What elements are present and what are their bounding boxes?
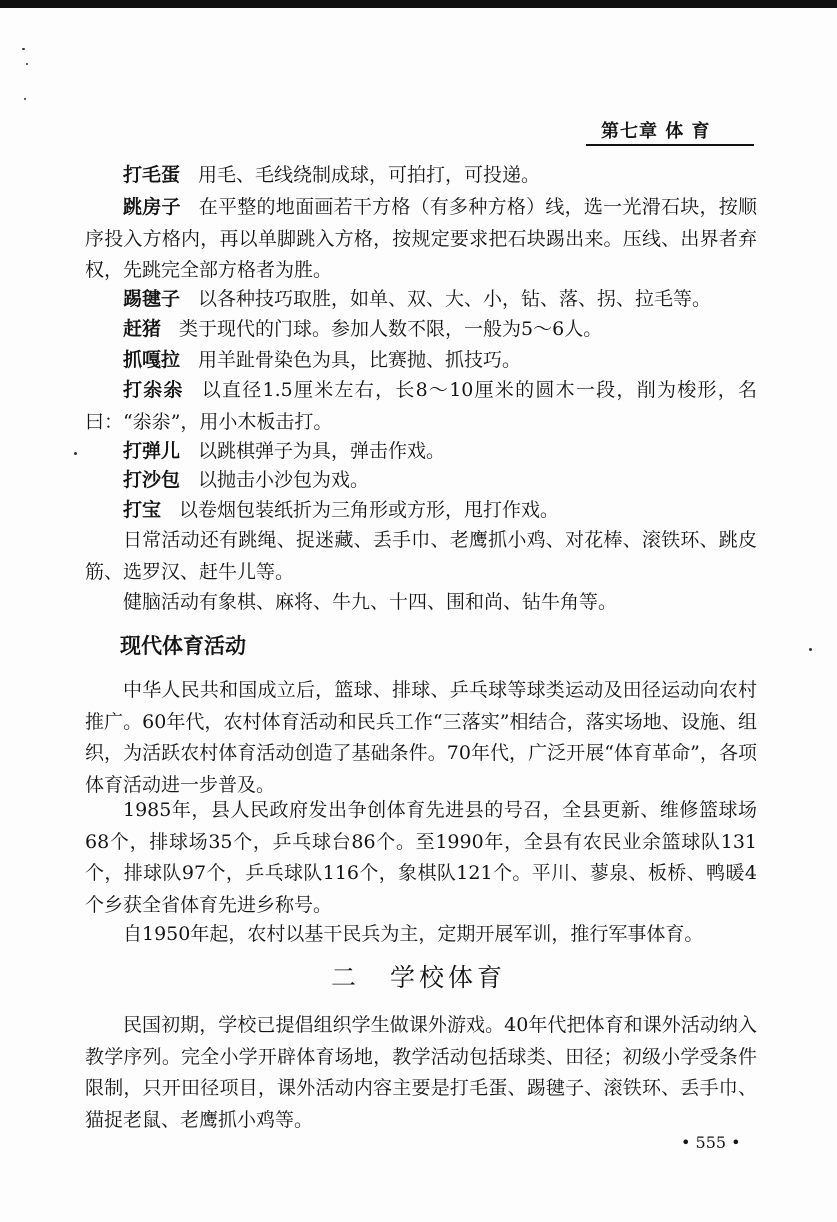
chapter-heading [0,958,837,994]
entry-text: 以各种技巧取胜，如单、双、大、小，钻、落、拐、拉毛等。 [198,288,712,310]
entry-term: 踢毽子 [123,288,181,310]
paragraph-modern-1: 中华人民共和国成立后，篮球、排球、乒乓球等球类运动及田径运动向农村推广。60年代，农村体育活动和民兵工作“三落实”相结合，落实场地、设施、组织，为活跃农村体育活动创造了基础条件。70年代，广泛开展“体育革命”，各项体育活动进一步普及。 [85,679,757,796]
header-rule [586,144,754,146]
chapter-number: 二 [330,963,360,992]
page-number: • 555 • [681,1133,741,1152]
entry-term: 打弹儿 [123,440,181,462]
scan-speck [22,48,25,50]
scan-speck [809,648,812,651]
entry-tijianzi [85,284,757,316]
entry-text: 以直径1.5厘米左右，长8～10厘米的圆木一段，削为梭形，名曰：“尜尜”，用小木板击打。 [85,379,757,433]
paragraph-modern-2: 1985年，县人民政府发出争创体育先进县的号召，全县更新、维修篮球场68个，排球场35个，乒乓球台86个。至1990年，全县有农民业余篮球队131个，排球队97个，乒乓球队116个，象棋队121个。平川、蓼泉、板桥、鸭暖4个乡获全省体育先进乡称号。 [85,799,757,916]
entry-term: 抓嘎拉 [123,349,181,371]
entry-term: 赶猪 [123,318,162,340]
entry-text: 以卷烟包装纸折为三角形或方形，甩打作戏。 [179,499,560,521]
entry-ganzhu [85,314,757,346]
entry-text: 以抛击小沙包为戏。 [198,469,370,491]
entry-text: 以跳棋弹子为具，弹击作戏。 [198,440,446,462]
entry-dashabao [85,465,757,497]
entry-tiaofangzi [85,192,757,287]
entry-text: 用毛、毛线绕制成球，可拍打，可投递。 [198,164,541,186]
entry-zhuagala [85,345,757,377]
entry-term: 打沙包 [123,469,181,491]
entry-dagaga [85,375,757,438]
entry-dadandan [85,160,757,192]
entry-term: 打毛蛋 [123,164,181,186]
chapter-title-text: 学校体育 [390,963,507,992]
top-border [0,0,837,8]
entry-term: 跳房子 [123,196,181,218]
scan-speck [26,63,28,65]
paragraph-daily-activities: 日常活动还有跳绳、捉迷藏、丢手巾、老鹰抓小鸡、对花棒、滚铁环、跳皮筋、选罗汉、赶牛儿等。 [85,529,757,583]
paragraph-modern-3: 自1950年起，农村以基干民兵为主，定期开展军训，推行军事体育。 [123,923,704,945]
entry-text: 类于现代的门球。参加人数不限，一般为5～6人。 [179,318,603,340]
entry-term: 打宝 [123,499,162,521]
entry-dabao [85,495,757,527]
entry-text: 在平整的地面画若干方格（有多种方格）线，选一光滑石块，按顺序投入方格内，再以单脚跳入方格，按规定要求把石块踢出来。压线、出界者弃权，先跳完全部方格者为胜。 [85,196,757,281]
scan-speck [24,98,26,100]
entry-dadaner [85,436,757,468]
section-title-modern-sports: 现代体育活动 [120,634,246,658]
entry-text: 用羊趾骨染色为具，比赛抛、抓技巧。 [198,349,522,371]
scan-speck [74,452,77,455]
paragraph-brain-activities: 健脑活动有象棋、麻将、牛九、十四、围和尚、钻牛角等。 [123,591,618,613]
paragraph-school-1: 民国初期，学校已提倡组织学生做课外游戏。40年代把体育和课外活动纳入教学序列。完全小学开辟体育场地，教学活动包括球类、田径；初级小学受条件限制，只开田径项目，课外活动内容主要是打毛蛋、踢毽子、滚铁环、丢手巾、猫捉老鼠、老鹰抓小鸡等。 [85,1014,757,1131]
running-header: 第七章 体 育 [601,121,711,142]
entry-term: 打尜尜 [123,379,184,401]
